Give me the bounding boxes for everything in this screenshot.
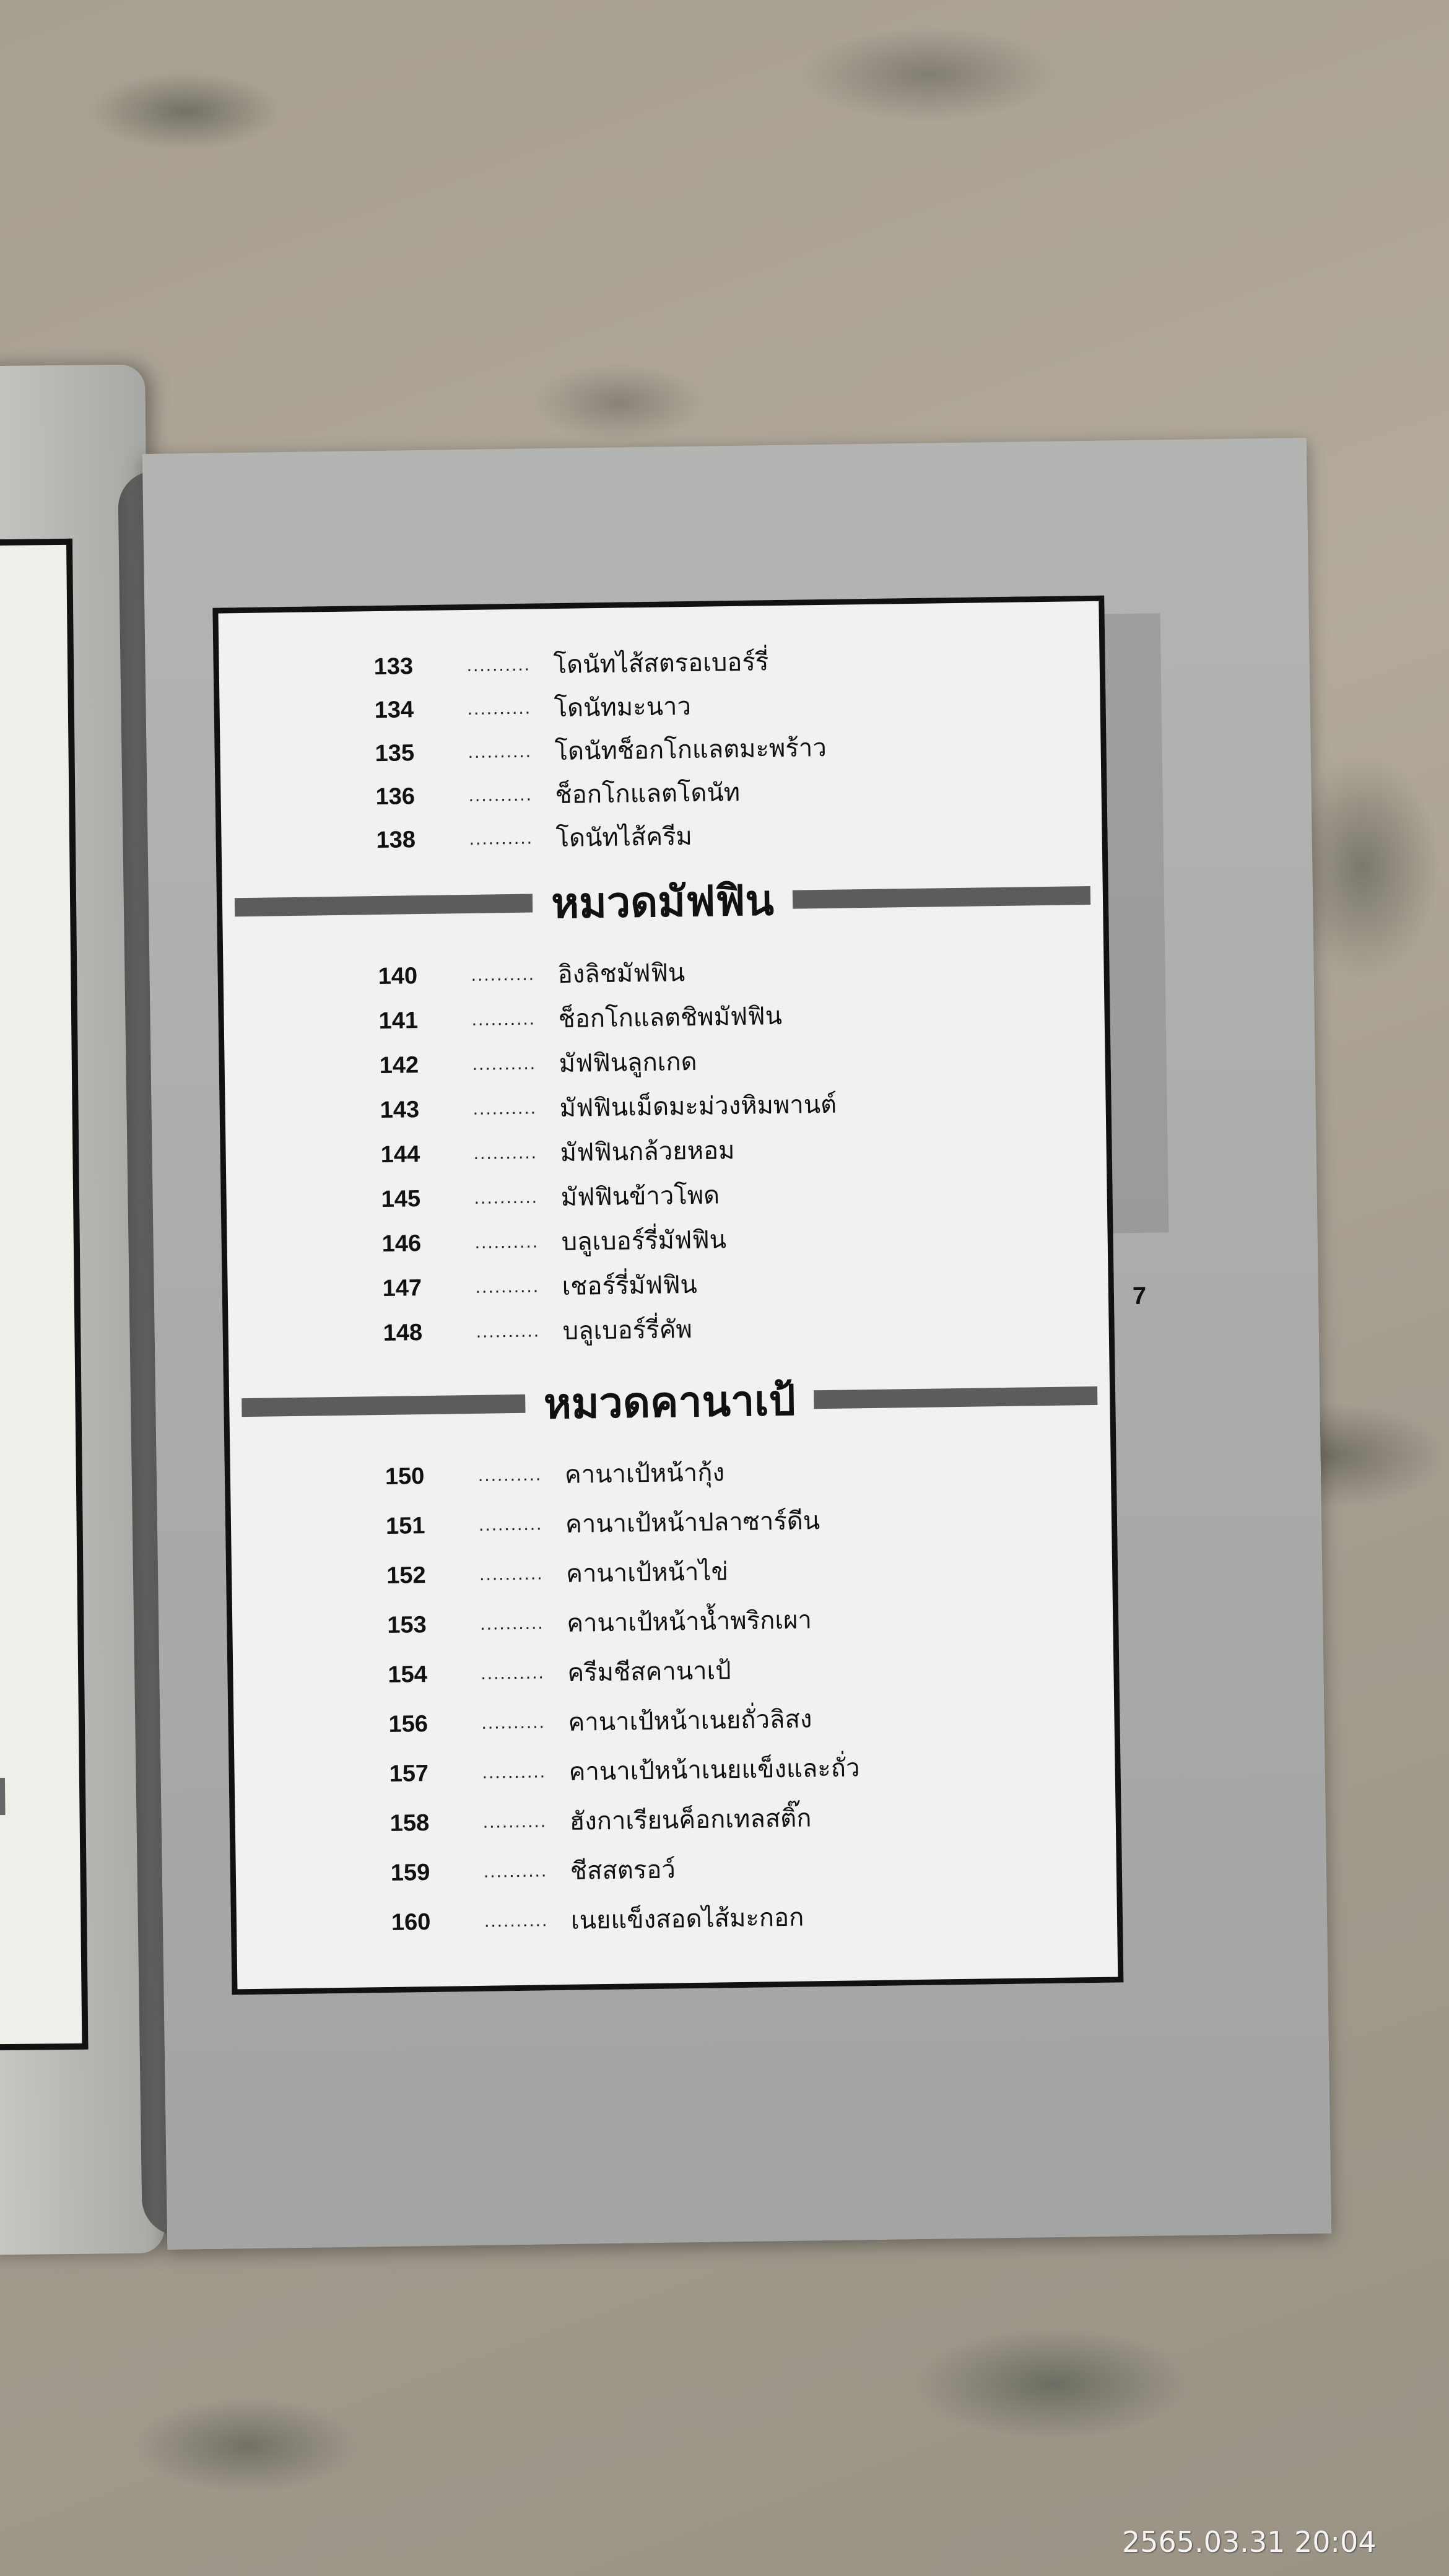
toc-page-number: 159 — [390, 1859, 430, 1886]
toc-page-number: 138 — [376, 826, 416, 853]
toc-title: อิงลิชมัฟฟิน — [557, 959, 685, 989]
toc-entries — [218, 601, 1099, 1936]
toc-page-number: 141 — [378, 1007, 419, 1034]
dot-leader: .......... — [478, 1513, 543, 1535]
dot-leader: .......... — [474, 1186, 539, 1208]
toc-title: เชอร์รี่มัฟฟิน — [562, 1270, 698, 1301]
section-title: หมวดคานาเป้ — [543, 1376, 796, 1429]
photo-timestamp: 2565.03.31 20:04 — [1122, 2525, 1377, 2559]
left-page-bar — [0, 1778, 6, 1815]
toc-title: มัฟฟินข้าวโพด — [560, 1181, 720, 1212]
dot-leader: .......... — [472, 1097, 537, 1119]
toc-entry — [387, 1601, 812, 1644]
toc-title: โดนัทมะนาว — [554, 692, 692, 723]
dot-leader: .......... — [467, 697, 532, 719]
dot-leader: .......... — [481, 1712, 546, 1733]
toc-title: คานาเป้หน้าน้ำพริกเผา — [566, 1606, 812, 1638]
toc-page-number: 153 — [386, 1611, 427, 1638]
section-title: หมวดมัฟฟิน — [550, 876, 775, 929]
toc-title: มัฟฟินเม็ดมะม่วงหิมพานต์ — [559, 1090, 837, 1123]
section-heading — [242, 1362, 1098, 1442]
toc-entry — [383, 1310, 692, 1352]
toc-entry — [376, 817, 692, 859]
toc-title: โดนัทช็อกโกแลตมะพร้าว — [554, 733, 827, 767]
toc-title: คานาเป้หน้าเนยถั่วลิสง — [568, 1705, 812, 1737]
toc-page-number: 158 — [389, 1809, 430, 1837]
dot-leader: .......... — [479, 1563, 544, 1585]
dot-leader: .......... — [477, 1464, 542, 1486]
toc-title: ชีสสตรอว์ — [570, 1855, 676, 1886]
toc-title: ช็อกโกแลตชิพมัฟฟิน — [558, 1001, 783, 1033]
heading-bar — [793, 886, 1091, 909]
toc-page-number: 151 — [385, 1512, 425, 1539]
toc-title: คานาเป้หน้าปลาซาร์ดีน — [565, 1507, 820, 1539]
toc-title: บลูเบอร์รี่มัฟฟิน — [561, 1225, 727, 1256]
toc-entry — [373, 643, 768, 685]
toc-page-number: 133 — [373, 653, 414, 680]
table-of-contents — [212, 596, 1123, 1995]
left-page-frame — [0, 539, 89, 2051]
dot-leader: .......... — [484, 1910, 549, 1931]
toc-entry — [386, 1502, 820, 1545]
toc-entry — [380, 1086, 837, 1129]
dot-leader: .......... — [471, 1008, 536, 1030]
toc-page-number: 152 — [386, 1562, 426, 1589]
toc-entry — [381, 1221, 726, 1263]
toc-page-number: 135 — [375, 739, 415, 767]
toc-title: มัฟฟินลูกเกด — [559, 1047, 697, 1078]
page-number: 7 — [1132, 1282, 1147, 1310]
dot-leader: .......... — [472, 1053, 537, 1074]
toc-title: คานาเป้หน้าไข่ — [565, 1557, 729, 1588]
dot-leader: .......... — [468, 741, 533, 762]
toc-page-number: 150 — [385, 1463, 425, 1490]
toc-entry — [382, 1266, 697, 1307]
toc-title: ครีมชีสคานาเป้ — [567, 1656, 731, 1687]
toc-page-number: 145 — [381, 1185, 421, 1212]
toc-entry — [375, 729, 827, 772]
toc-page-number: 134 — [374, 696, 414, 723]
toc-entry — [379, 1043, 697, 1084]
toc-page-number: 160 — [391, 1908, 431, 1936]
toc-entry — [388, 1700, 812, 1743]
dot-leader: .......... — [469, 827, 534, 849]
toc-title: คานาเป้หน้ากุ้ง — [564, 1458, 725, 1489]
toc-title: บลูเบอร์รี่คัพ — [562, 1315, 693, 1346]
toc-page-number: 136 — [375, 783, 416, 810]
dot-leader: .......... — [474, 1231, 539, 1253]
dot-leader: .......... — [476, 1320, 541, 1342]
dot-leader: .......... — [482, 1761, 547, 1783]
dot-leader: .......... — [475, 1276, 540, 1297]
toc-title: คานาเป้หน้าเนยแข็งและถั่ว — [568, 1754, 860, 1786]
dot-leader: .......... — [482, 1811, 547, 1832]
heading-bar — [814, 1386, 1097, 1409]
toc-entry — [375, 773, 740, 816]
toc-entry — [389, 1799, 812, 1842]
book-page — [142, 438, 1331, 2250]
dot-leader: .......... — [481, 1662, 545, 1684]
toc-page-number: 156 — [388, 1710, 429, 1738]
heading-bar — [235, 894, 533, 917]
section-heading — [234, 861, 1090, 941]
toc-entry — [386, 1552, 729, 1595]
toc-title: โดนัทไส้ครีม — [555, 822, 693, 853]
toc-title: โดนัทไส้สตรอเบอร์รี่ — [553, 648, 769, 680]
toc-entry — [391, 1899, 804, 1941]
dot-leader: .......... — [473, 1142, 538, 1164]
toc-entry — [388, 1651, 731, 1694]
toc-entry — [381, 1176, 720, 1218]
toc-title: ช็อกโกแลตโดนัท — [555, 778, 741, 810]
toc-entry — [380, 1131, 735, 1173]
toc-page-number: 157 — [389, 1760, 429, 1787]
toc-page-number: 147 — [382, 1274, 422, 1302]
dot-leader: .......... — [471, 964, 536, 985]
toc-page-number: 154 — [388, 1661, 428, 1688]
toc-entry — [385, 1453, 725, 1495]
toc-entry — [378, 997, 782, 1040]
toc-title: เนยแข็งสอดไส้มะกอก — [570, 1903, 804, 1935]
toc-page-number: 146 — [381, 1230, 422, 1257]
dot-leader: .......... — [483, 1860, 548, 1882]
toc-page-number: 144 — [380, 1141, 420, 1168]
toc-entry — [378, 954, 685, 995]
toc-title: มัฟฟินกล้วยหอม — [560, 1136, 735, 1167]
toc-entry — [374, 687, 691, 729]
toc-page-number: 142 — [379, 1051, 419, 1079]
dot-leader: .......... — [468, 784, 533, 806]
dot-leader: .......... — [480, 1612, 544, 1634]
toc-entry — [389, 1749, 860, 1793]
toc-title: ฮังกาเรียนค็อกเทลสติ๊ก — [569, 1804, 812, 1836]
toc-page-number: 140 — [378, 962, 418, 990]
dot-leader: .......... — [466, 654, 531, 676]
heading-bar — [242, 1395, 525, 1417]
toc-entry — [390, 1850, 676, 1891]
toc-page-number: 143 — [380, 1096, 420, 1123]
toc-page-number: 148 — [383, 1319, 423, 1346]
